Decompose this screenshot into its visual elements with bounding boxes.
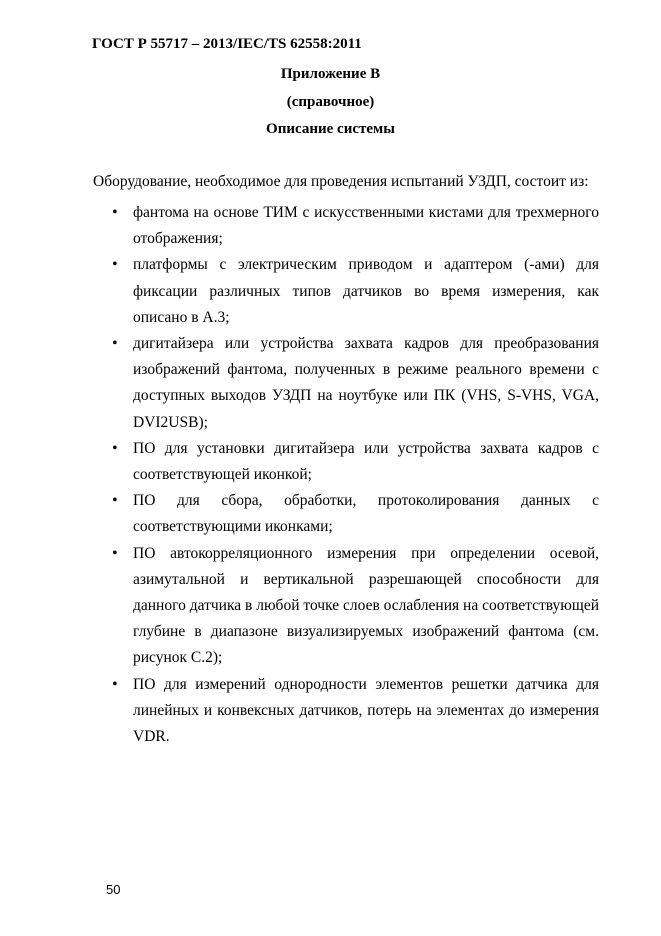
annex-title: Приложение В (280, 66, 381, 82)
bullet-icon: • (112, 675, 118, 693)
annex-status: (справочное) (286, 94, 375, 110)
list-item (112, 200, 599, 252)
list-item-text: ПО для сбора, обработки, протоколирования данных с соответствующими иконками; (133, 492, 599, 536)
list-item (112, 436, 599, 488)
list-item (112, 331, 599, 436)
list-item-text: дигитайзера или устройства захвата кадров для преобразования изображений фантома, полученных в режиме реального времени с доступных выходов УЗДП на ноутбуке или ПК (VHS, S-VHS, VGA, DVI2USB); (133, 335, 599, 431)
list-item (112, 488, 599, 540)
bullet-icon: • (112, 204, 118, 221)
intro-paragraph: Оборудование, необходимое для проведения испытаний УЗДП, состоит из: (93, 173, 589, 190)
list-item-text: фантома на основе ТИМ с искусственными кистами для трехмерного отображения; (133, 204, 599, 248)
bullet-icon: • (112, 335, 118, 353)
list-item (112, 672, 599, 751)
annex-subtitle: Описание системы (266, 121, 395, 137)
bullet-icon: • (112, 439, 118, 457)
list-item-text: ПО для измерений однородности элементов решетки датчика для линейных и конвексных датчиков, потерь на элементах до измерения VDR. (133, 675, 599, 746)
list-item-text: ПО для установки дигитайзера или устройства захвата кадров с соответствующей иконкой; (133, 439, 599, 484)
list-item (112, 541, 599, 672)
bullet-icon: • (112, 544, 118, 562)
list-item-text: платформы с электрическим приводом и адаптером (-ами) для фиксации различных типов датчиков во время измерения, как описано в А.3; (133, 256, 599, 326)
list-item (112, 252, 599, 331)
equipment-list (112, 200, 599, 750)
list-item-text: ПО автокорреляционного измерения при определении осевой, азимутальной и вертикальной разрешающей способности для данного датчика в любой точке слоев ослабления на соответствующей глубине в диапазоне визуализируемых изображений фантома (см. рисунок С.2); (133, 544, 599, 667)
bullet-icon: • (112, 256, 118, 274)
page-number: 50 (106, 882, 121, 897)
bullet-icon: • (112, 492, 118, 510)
standard-header: ГОСТ Р 55717 – 2013/IEC/TS 62558:2011 (92, 36, 362, 52)
